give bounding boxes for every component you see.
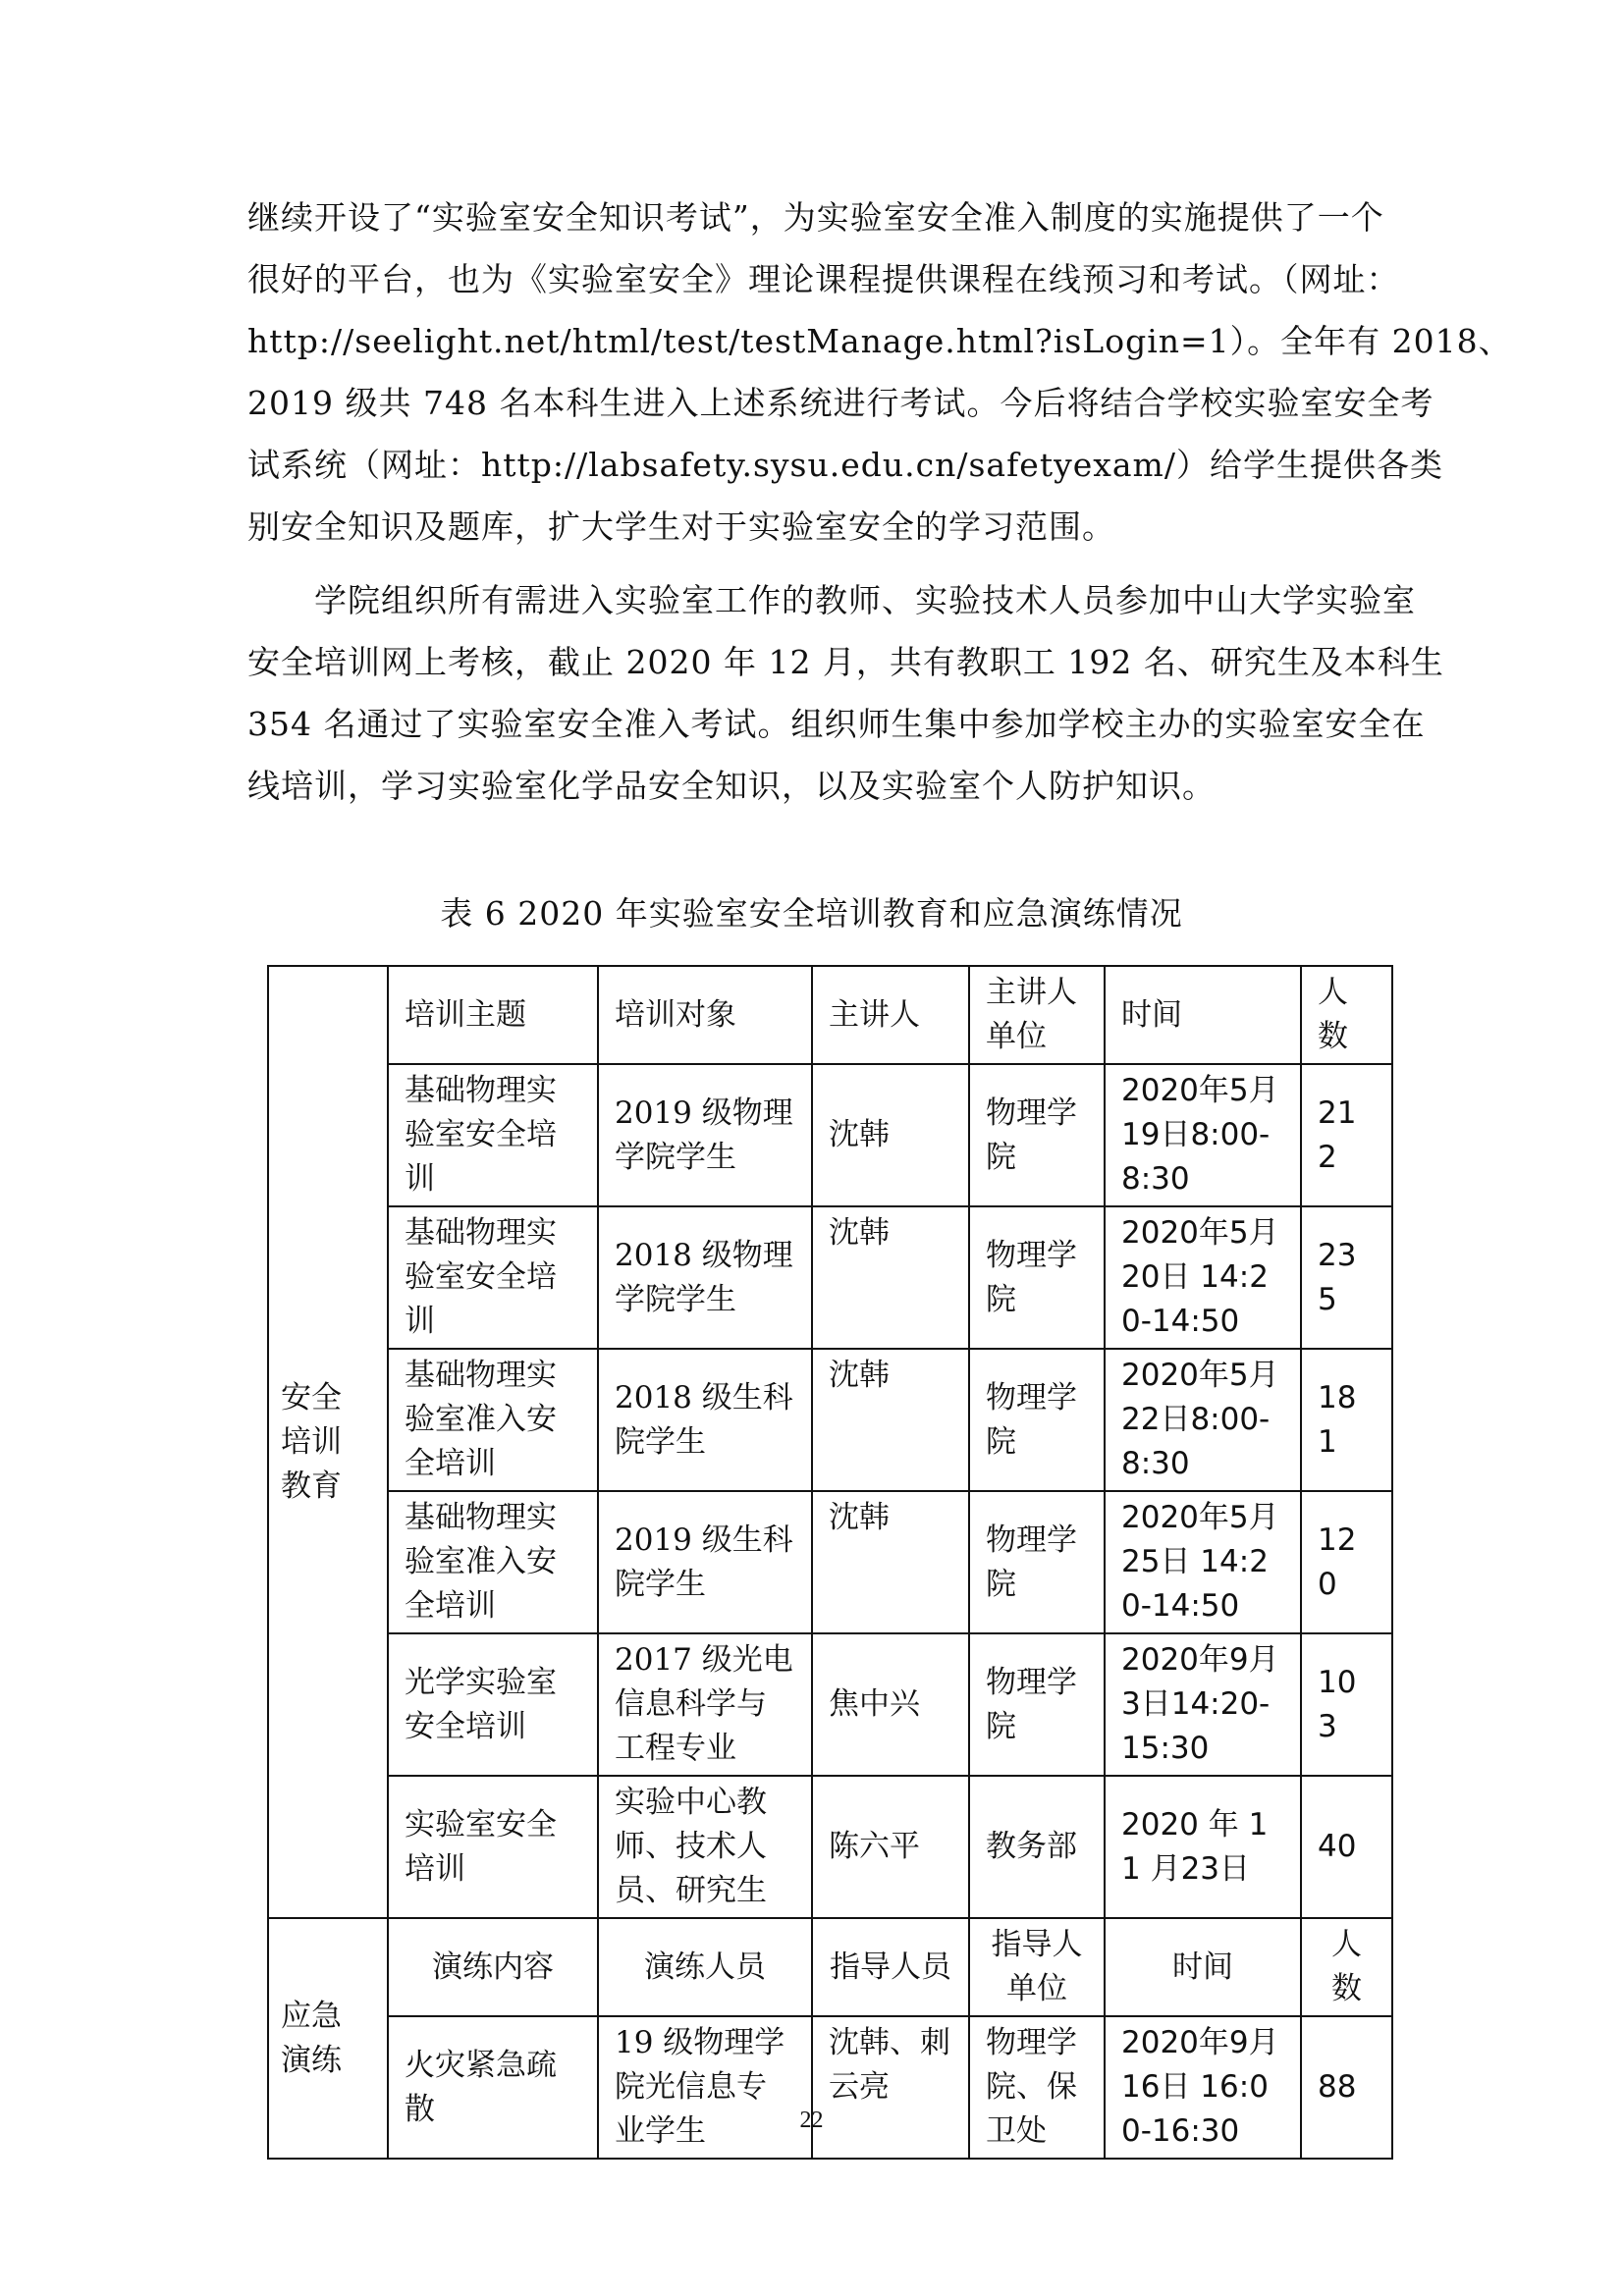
cell-unit: 物理学院	[969, 1633, 1105, 1776]
cell-topic: 基础物理实验室准入安全培训	[388, 1491, 598, 1633]
cell-speaker: 沈韩	[812, 1064, 969, 1206]
cell-speaker: 陈六平	[812, 1776, 969, 1918]
header-time: 时间	[1105, 966, 1301, 1064]
text-line: 安全培训网上考核，截止 2020 年 12 月，共有教职工 192 名、研究生及本科生	[247, 643, 1444, 681]
cell-unit: 物理学院	[969, 1206, 1105, 1349]
header-audience: 培训对象	[598, 966, 812, 1064]
group-label-part: 应急	[281, 1998, 342, 2034]
cell-topic: 实验室安全培训	[388, 1776, 598, 1918]
text-line: 试系统（网址：http://labsafety.sysu.edu.cn/safetyexam/）给学生提供各类	[247, 446, 1443, 484]
cell-topic: 基础物理实验室安全培训	[388, 1206, 598, 1349]
header-speaker: 主讲人	[812, 966, 969, 1064]
table-row	[268, 1349, 1392, 1491]
training-header-row	[268, 966, 1392, 1064]
cell-audience: 2019 级生科院学生	[598, 1491, 812, 1633]
header-count: 人数	[1301, 966, 1392, 1064]
header-drill-content: 演练内容	[388, 1918, 598, 2016]
table-row	[268, 1491, 1392, 1633]
paragraph-exam-system	[247, 187, 1512, 558]
cell-time: 2020 年 11 月23日	[1105, 1776, 1301, 1918]
text-line: 别安全知识及题库，扩大学生对于实验室安全的学习范围。	[247, 507, 1115, 546]
cell-count: 235	[1301, 1206, 1392, 1349]
cell-topic: 基础物理实验室安全培训	[388, 1064, 598, 1206]
cell-drill-content: 火灾紧急疏散	[388, 2016, 598, 2159]
cell-unit: 教务部	[969, 1776, 1105, 1918]
table-caption: 表 6 2020 年实验室安全培训教育和应急演练情况	[440, 894, 1183, 933]
cell-audience: 2018 级物理学院学生	[598, 1206, 812, 1349]
cell-time: 2020年9月3日14:20-15:30	[1105, 1633, 1301, 1776]
header-time: 时间	[1105, 1918, 1301, 2016]
table-row	[268, 1633, 1392, 1776]
cell-count: 181	[1301, 1349, 1392, 1491]
cell-count: 40	[1301, 1776, 1392, 1918]
text-line: 354 名通过了实验室安全准入考试。组织师生集中参加学校主办的实验室安全在	[247, 705, 1426, 743]
cell-speaker: 沈韩	[812, 1349, 969, 1491]
cell-time: 2020年9月16日 16:00-16:30	[1105, 2016, 1301, 2159]
group-label-part: 安全	[281, 1379, 342, 1415]
paragraph-staff-training	[247, 569, 1444, 817]
cell-instructor-unit: 物理学院、保卫处	[969, 2016, 1105, 2159]
text-line: 线培训，学习实验室化学品安全知识，以及实验室个人防护知识。	[247, 767, 1216, 805]
text-line: 学院组织所有需进入实验室工作的教师、实验技术人员参加中山大学实验室	[247, 581, 1416, 619]
header-topic: 培训主题	[388, 966, 598, 1064]
cell-speaker: 沈韩	[812, 1491, 969, 1633]
cell-drill-people: 19 级物理学院光信息专业学生	[598, 2016, 812, 2159]
cell-speaker: 沈韩	[812, 1206, 969, 1349]
cell-audience: 2018 级生科院学生	[598, 1349, 812, 1491]
cell-time: 2020年5月19日8:00-8:30	[1105, 1064, 1301, 1206]
group-label-part: 演练	[281, 2042, 342, 2078]
cell-topic: 光学实验室安全培训	[388, 1633, 598, 1776]
cell-time: 2020年5月22日8:00-8:30	[1105, 1349, 1301, 1491]
group-label-part: 教育	[281, 1468, 342, 1504]
cell-instructor: 沈韩、刺云亮	[812, 2016, 969, 2159]
header-instructor-unit: 指导人单位	[969, 1918, 1105, 2016]
table-row	[268, 1206, 1392, 1349]
header-drill-people: 演练人员	[598, 1918, 812, 2016]
page-number: 22	[799, 2108, 824, 2133]
group-label-training	[268, 966, 388, 1918]
cell-unit: 物理学院	[969, 1349, 1105, 1491]
cell-count: 120	[1301, 1491, 1392, 1633]
table-row	[268, 2016, 1392, 2159]
safety-training-table	[267, 965, 1393, 2160]
text-line: 很好的平台，也为《实验室安全》理论课程提供课程在线预习和考试。（网址：	[247, 260, 1400, 298]
cell-audience: 2017 级光电信息科学与工程专业	[598, 1633, 812, 1776]
text-line: 2019 级共 748 名本科生进入上述系统进行考试。今后将结合学校实验室安全考	[247, 384, 1434, 422]
header-instructor: 指导人员	[812, 1918, 969, 2016]
drill-header-row	[268, 1918, 1392, 2016]
group-label-part: 培训	[281, 1423, 342, 1460]
header-count: 人数	[1301, 1918, 1392, 2016]
cell-topic: 基础物理实验室准入安全培训	[388, 1349, 598, 1491]
cell-time: 2020年5月20日 14:20-14:50	[1105, 1206, 1301, 1349]
text-line: http://seelight.net/html/test/testManage.html?isLogin=1）。全年有 2018、	[247, 322, 1512, 360]
table-row	[268, 1064, 1392, 1206]
cell-time: 2020年5月25日 14:20-14:50	[1105, 1491, 1301, 1633]
cell-count: 103	[1301, 1633, 1392, 1776]
cell-audience: 2019 级物理学院学生	[598, 1064, 812, 1206]
header-unit: 主讲人单位	[969, 966, 1105, 1064]
text-line: 继续开设了“实验室安全知识考试”，为实验室安全准入制度的实施提供了一个	[247, 198, 1384, 237]
cell-count: 88	[1301, 2016, 1392, 2159]
cell-speaker: 焦中兴	[812, 1633, 969, 1776]
table-row	[268, 1776, 1392, 1918]
cell-audience: 实验中心教师、技术人员、研究生	[598, 1776, 812, 1918]
cell-count: 212	[1301, 1064, 1392, 1206]
cell-unit: 物理学院	[969, 1491, 1105, 1633]
cell-unit: 物理学院	[969, 1064, 1105, 1206]
